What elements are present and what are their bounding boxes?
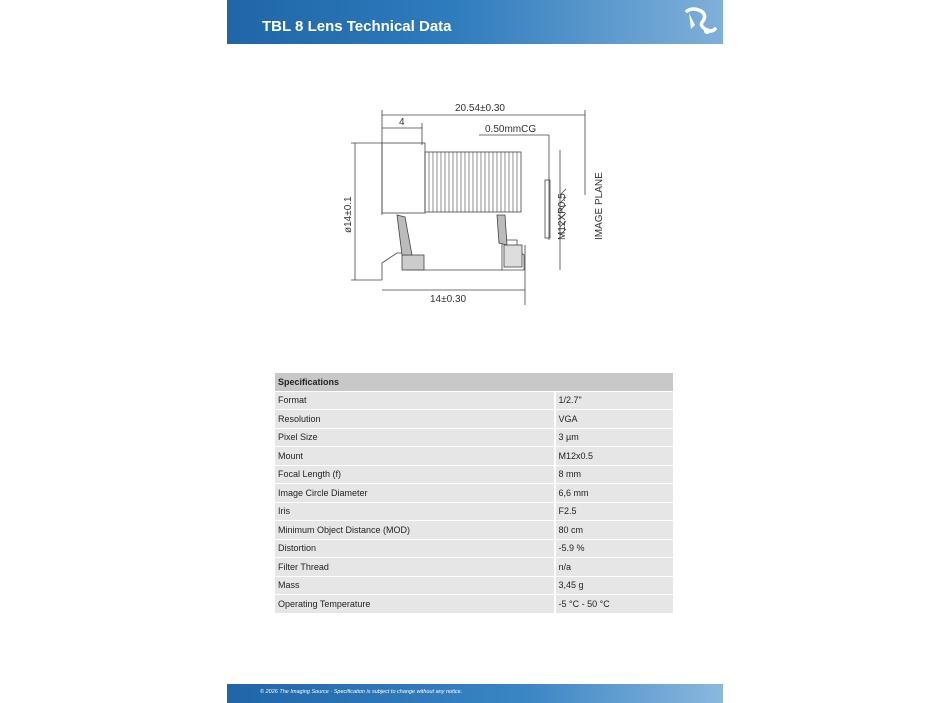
spec-value: M12x0.5 [554,447,674,465]
spec-label: Image Circle Diameter [275,484,554,502]
table-row [275,577,673,595]
lens-technical-drawing [327,95,627,315]
spec-label: Focal Length (f) [275,466,554,484]
spec-value: 3 µm [554,429,674,447]
diameter-label: ø14±0.1 [343,196,354,233]
table-row [275,595,673,613]
company-logo-icon [681,3,719,41]
table-row [275,429,673,447]
spec-label: Format [275,392,554,410]
cg-label: 0.50mmCG [485,124,537,135]
flange-width-label: 4 [399,117,405,128]
spec-label: Iris [275,503,554,521]
spec-value: VGA [554,410,674,428]
spec-label: Mass [275,577,554,595]
table-row [275,484,673,502]
spec-value: 3,45 g [554,577,674,595]
table-row [275,410,673,428]
spec-value: 8 mm [554,466,674,484]
spec-value: -5.9 % [554,540,674,558]
spec-label: Mount [275,447,554,465]
spec-value: 6,6 mm [554,484,674,502]
spec-label: Operating Temperature [275,595,554,613]
table-row [275,466,673,484]
spec-value: F2.5 [554,503,674,521]
spec-value: -5 °C - 50 °C [554,595,674,613]
spec-label: Distortion [275,540,554,558]
spec-value: 1/2.7" [554,392,674,410]
spec-label: Filter Thread [275,558,554,576]
spec-label: Pixel Size [275,429,554,447]
table-header-row [275,373,673,391]
table-row [275,521,673,539]
spec-label: Resolution [275,410,554,428]
body-length-label: 14±0.30 [430,294,467,305]
spec-value: 80 cm [554,521,674,539]
specifications-heading: Specifications [275,373,673,391]
table-row [275,392,673,410]
table-row [275,503,673,521]
datasheet-page [227,0,723,703]
page-title: TBL 8 Lens Technical Data [262,18,452,35]
table-row [275,540,673,558]
spec-value: n/a [554,558,674,576]
table-row [275,558,673,576]
table-row [275,447,673,465]
overall-length-label: 20.54±0.30 [455,103,505,114]
footer-text: © 2026 The Imaging Source · Specification is subject to change without any notice. [260,689,463,695]
specifications-table [275,372,673,614]
page-footer [227,684,723,703]
spec-label: Minimum Object Distance (MOD) [275,521,554,539]
page-header [227,0,723,44]
thread-label: M12XP0.5 [557,193,568,240]
image-plane-label: IMAGE PLANE [594,172,605,240]
